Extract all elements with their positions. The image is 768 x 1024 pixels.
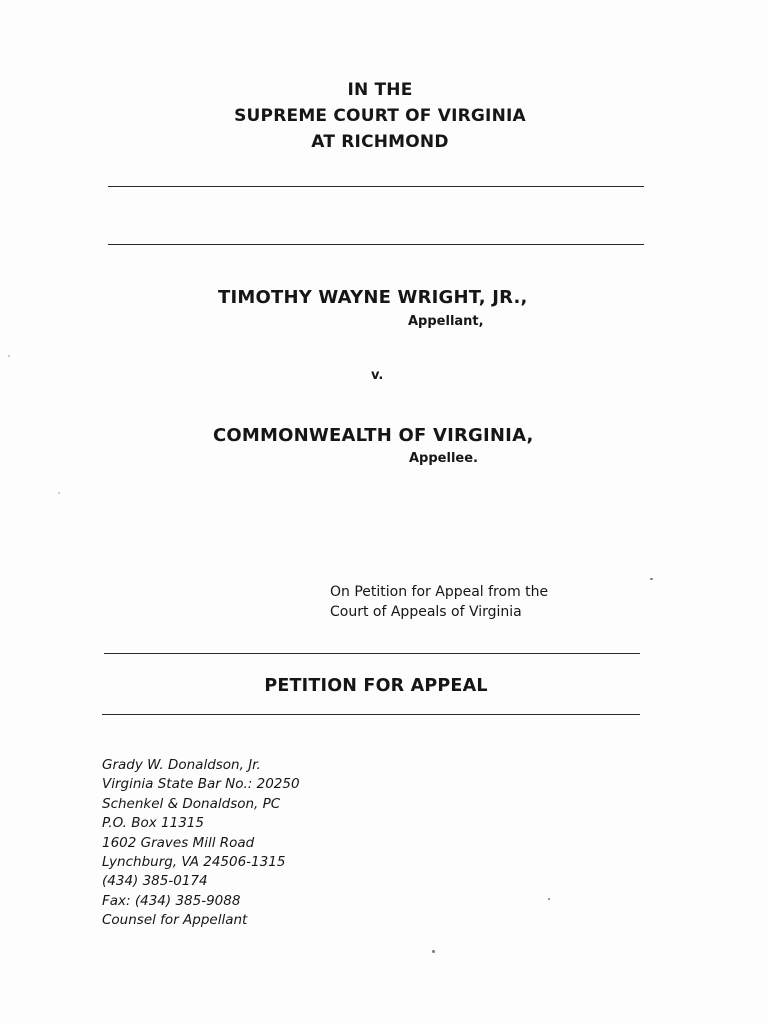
origin-line-2: Court of Appeals of Virginia: [330, 604, 522, 620]
counsel-city: Lynchburg, VA 24506-1315: [102, 853, 286, 870]
counsel-fax: Fax: (434) 385-9088: [102, 892, 241, 909]
appellee-name: COMMONWEALTH OF VIRGINIA,: [213, 425, 534, 446]
court-heading-line-1: IN THE: [347, 80, 413, 100]
counsel-firm: Schenkel & Donaldson, PC: [102, 795, 281, 812]
court-heading-line-2: SUPREME COURT OF VIRGINIA: [234, 106, 526, 126]
scan-speck: [432, 950, 435, 953]
scan-speck: [8, 355, 10, 357]
counsel-phone: (434) 385-0174: [102, 873, 208, 890]
document-title: PETITION FOR APPEAL: [264, 676, 488, 696]
counsel-name: Grady W. Donaldson, Jr.: [102, 757, 261, 773]
origin-line-1: On Petition for Appeal from the: [330, 584, 549, 600]
scan-speck: [548, 898, 550, 900]
divider-rule-2: [108, 244, 644, 245]
appellee-role: Appellee.: [409, 451, 478, 466]
appellant-role: Appellant,: [408, 314, 484, 329]
counsel-street: 1602 Graves Mill Road: [102, 834, 255, 851]
counsel-bar-number: Virginia State Bar No.: 20250: [102, 776, 300, 793]
scan-speck: [650, 578, 653, 580]
divider-rule-4: [102, 714, 640, 715]
divider-rule-3: [104, 653, 640, 654]
scan-speck: [58, 492, 60, 494]
counsel-po-box: P.O. Box 11315: [102, 815, 204, 832]
appellant-name: TIMOTHY WAYNE WRIGHT, JR.,: [218, 287, 528, 308]
counsel-block: [102, 756, 300, 931]
court-heading-line-3: AT RICHMOND: [311, 132, 449, 152]
versus-label: v.: [371, 368, 384, 383]
counsel-role: Counsel for Appellant: [102, 912, 248, 929]
divider-rule-1: [108, 186, 644, 187]
